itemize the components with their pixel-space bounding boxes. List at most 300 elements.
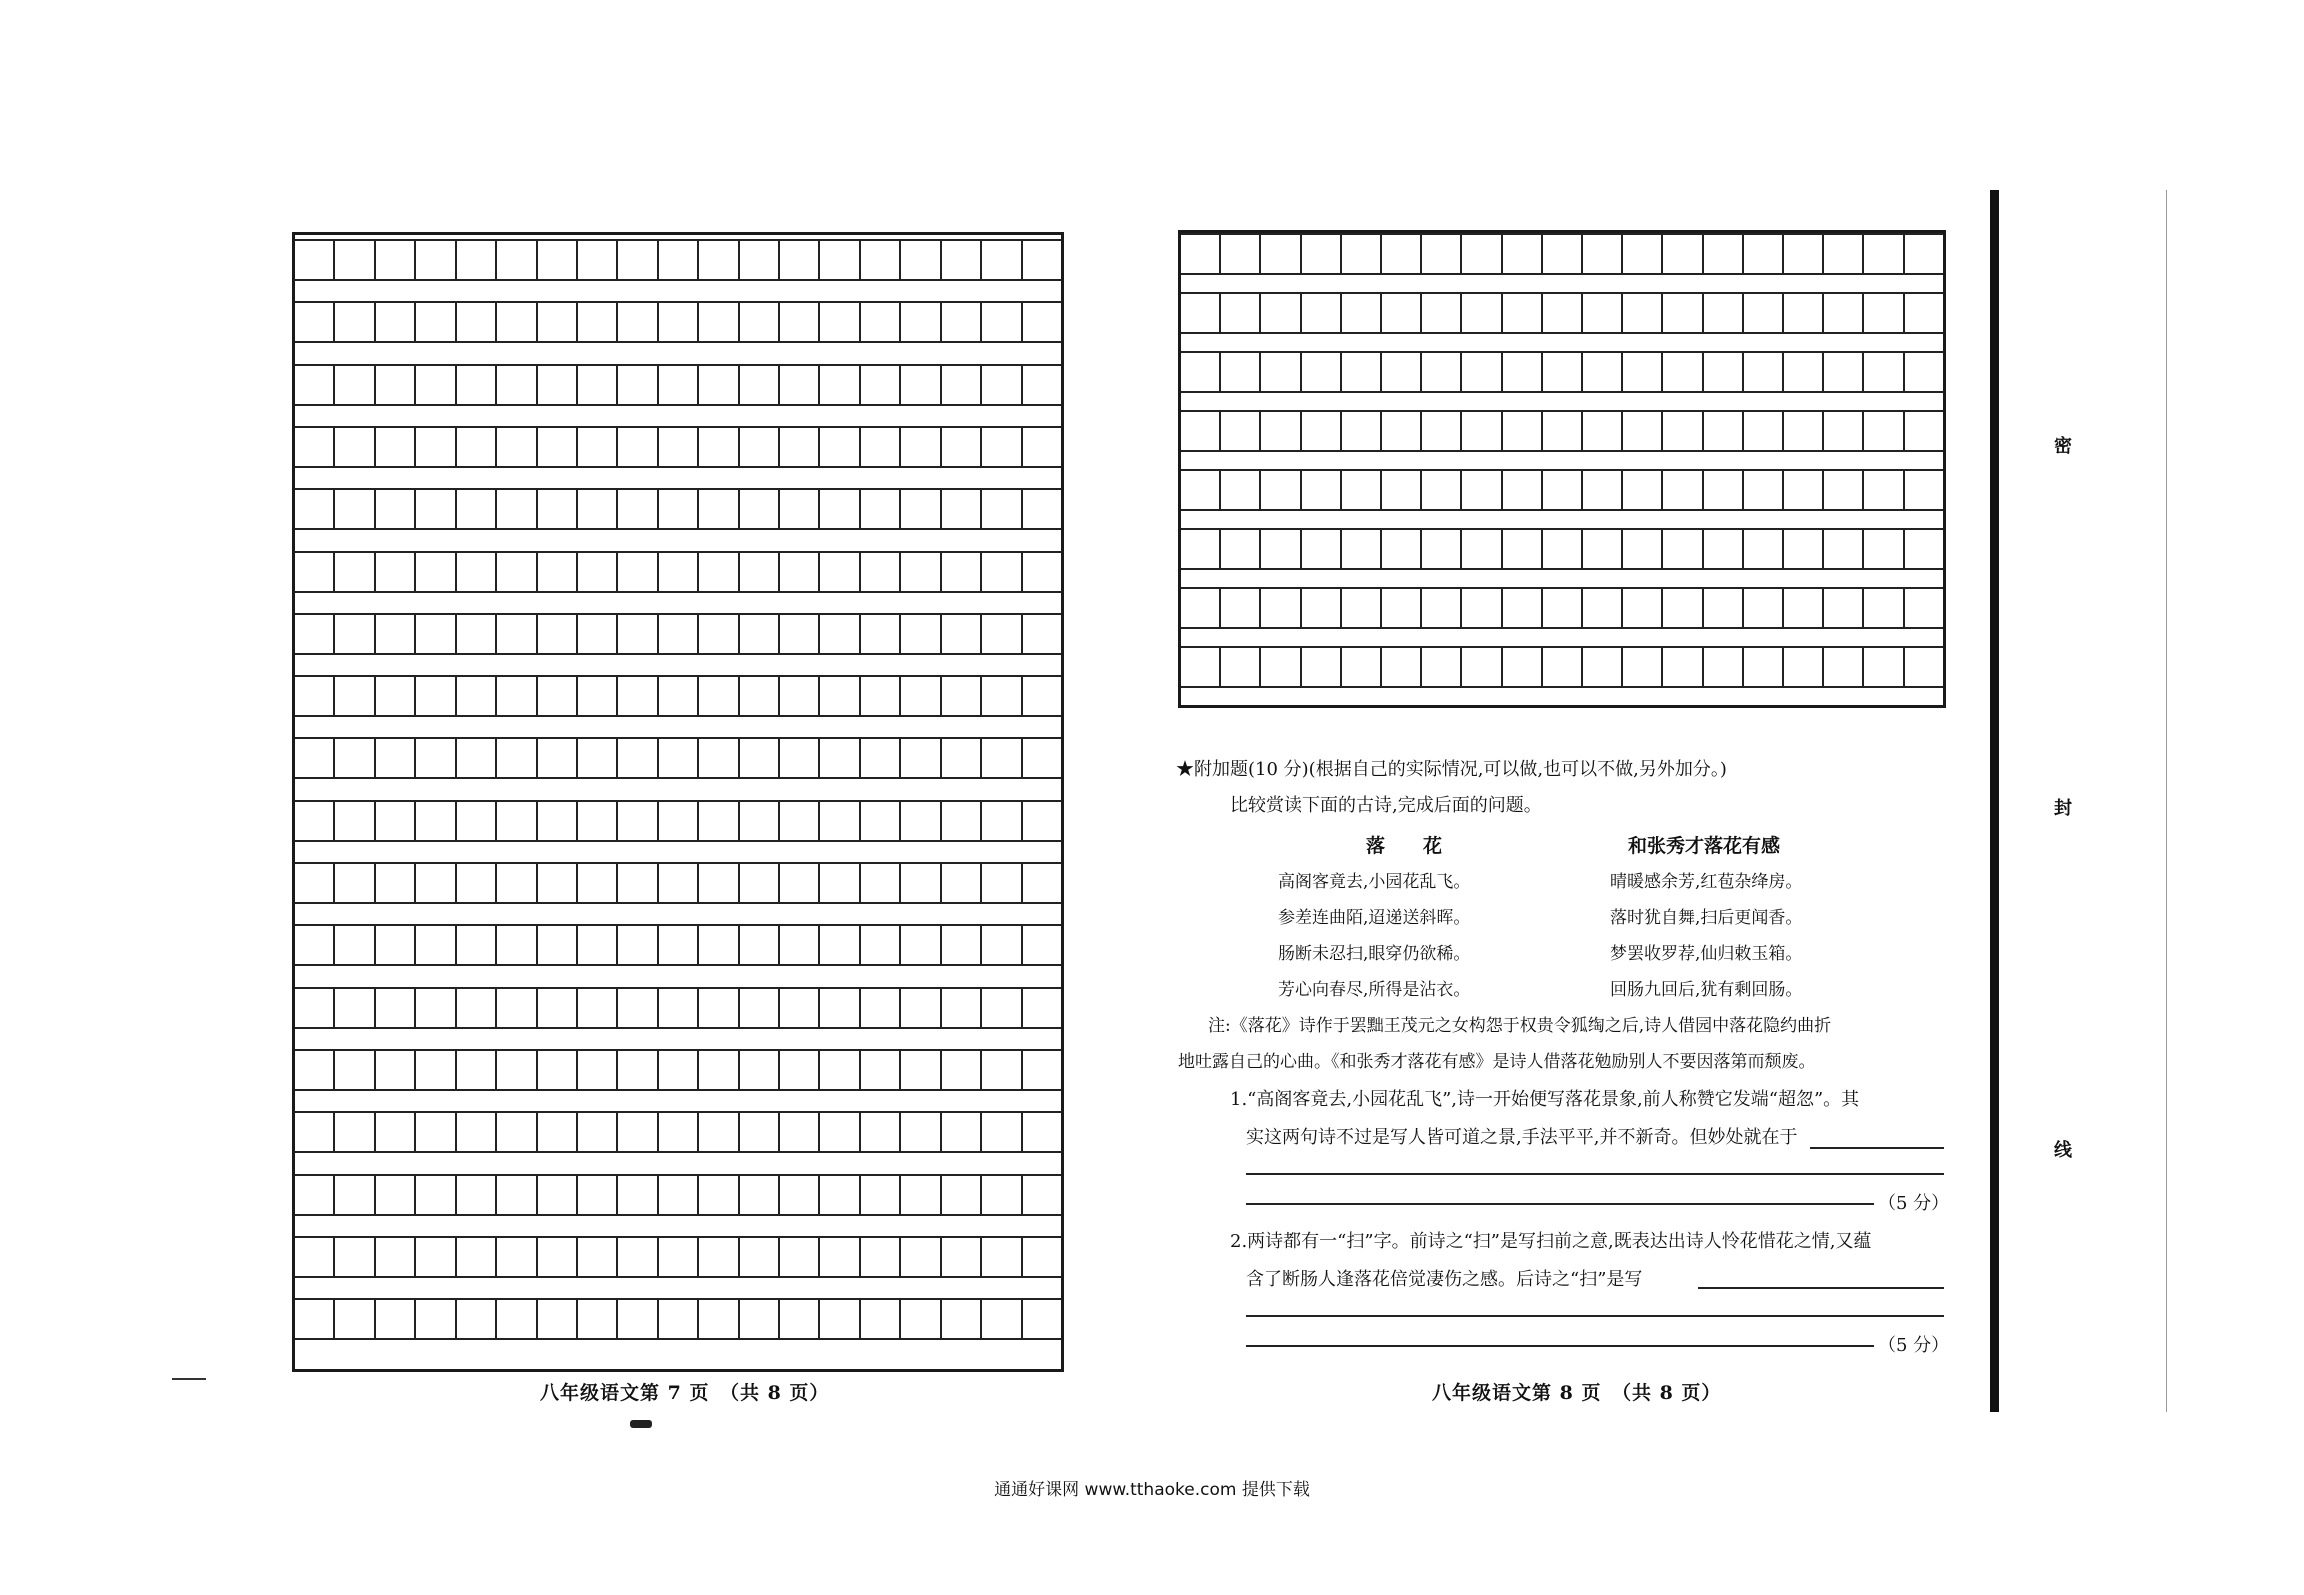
- grid-cell[interactable]: [1661, 530, 1701, 568]
- grid-cell[interactable]: [738, 739, 778, 777]
- grid-cell[interactable]: [536, 428, 576, 466]
- grid-cell[interactable]: [1340, 294, 1380, 332]
- grid-cell[interactable]: [1420, 471, 1460, 509]
- grid-cell[interactable]: [980, 1113, 1020, 1151]
- grid-cell[interactable]: [940, 926, 980, 964]
- grid-cell[interactable]: [1460, 648, 1500, 686]
- grid-cell[interactable]: [374, 739, 414, 777]
- grid-cell[interactable]: [778, 1176, 818, 1214]
- grid-cell[interactable]: [778, 864, 818, 902]
- grid-cell[interactable]: [980, 1051, 1020, 1089]
- grid-cell[interactable]: [374, 1238, 414, 1276]
- grid-cell[interactable]: [738, 553, 778, 591]
- grid-cell[interactable]: [1380, 294, 1420, 332]
- grid-cell[interactable]: [536, 490, 576, 528]
- grid-cell[interactable]: [859, 241, 899, 279]
- grid-cell[interactable]: [414, 553, 454, 591]
- grid-cell[interactable]: [738, 241, 778, 279]
- grid-cell[interactable]: [495, 1238, 535, 1276]
- grid-cell[interactable]: [333, 739, 373, 777]
- grid-cell[interactable]: [899, 615, 939, 653]
- grid-cell[interactable]: [1742, 353, 1782, 391]
- grid-cell[interactable]: [1862, 235, 1902, 273]
- grid-cell[interactable]: [536, 553, 576, 591]
- grid-cell[interactable]: [657, 303, 697, 341]
- grid-cell[interactable]: [1021, 1238, 1061, 1276]
- grid-cell[interactable]: [576, 428, 616, 466]
- grid-cell[interactable]: [1460, 530, 1500, 568]
- grid-cell[interactable]: [1420, 235, 1460, 273]
- grid-cell[interactable]: [859, 1176, 899, 1214]
- grid-cell[interactable]: [1021, 241, 1061, 279]
- grid-cell[interactable]: [1219, 412, 1259, 450]
- grid-cell[interactable]: [414, 241, 454, 279]
- grid-cell[interactable]: [616, 989, 656, 1027]
- grid-cell[interactable]: [899, 553, 939, 591]
- grid-cell[interactable]: [1822, 530, 1862, 568]
- grid-cell[interactable]: [940, 1238, 980, 1276]
- grid-cell[interactable]: [980, 989, 1020, 1027]
- grid-cell[interactable]: [1259, 353, 1299, 391]
- grid-cell[interactable]: [1021, 1176, 1061, 1214]
- grid-cell[interactable]: [1501, 589, 1541, 627]
- grid-cell[interactable]: [1822, 294, 1862, 332]
- grid-cell[interactable]: [414, 1113, 454, 1151]
- grid-cell[interactable]: [616, 428, 656, 466]
- grid-cell[interactable]: [616, 553, 656, 591]
- grid-cell[interactable]: [1021, 490, 1061, 528]
- grid-cell[interactable]: [455, 366, 495, 404]
- grid-cell[interactable]: [1380, 589, 1420, 627]
- grid-cell[interactable]: [1581, 353, 1621, 391]
- grid-cell[interactable]: [536, 864, 576, 902]
- grid-cell[interactable]: [1460, 235, 1500, 273]
- grid-cell[interactable]: [859, 366, 899, 404]
- grid-cell[interactable]: [980, 802, 1020, 840]
- grid-cell[interactable]: [414, 428, 454, 466]
- grid-cell[interactable]: [818, 1051, 858, 1089]
- grid-cell[interactable]: [1862, 530, 1902, 568]
- grid-cell[interactable]: [1300, 235, 1340, 273]
- grid-cell[interactable]: [576, 1176, 616, 1214]
- grid-cell[interactable]: [1862, 471, 1902, 509]
- grid-cell[interactable]: [657, 1238, 697, 1276]
- grid-cell[interactable]: [616, 802, 656, 840]
- grid-cell[interactable]: [616, 1238, 656, 1276]
- grid-cell[interactable]: [1702, 589, 1742, 627]
- grid-cell[interactable]: [1340, 471, 1380, 509]
- grid-cell[interactable]: [576, 989, 616, 1027]
- grid-cell[interactable]: [295, 428, 333, 466]
- grid-cell[interactable]: [738, 490, 778, 528]
- grid-cell[interactable]: [697, 926, 737, 964]
- grid-cell[interactable]: [1702, 648, 1742, 686]
- grid-cell[interactable]: [333, 864, 373, 902]
- grid-cell[interactable]: [455, 1113, 495, 1151]
- grid-cell[interactable]: [1219, 235, 1259, 273]
- grid-cell[interactable]: [455, 1300, 495, 1338]
- grid-cell[interactable]: [859, 303, 899, 341]
- grid-cell[interactable]: [980, 553, 1020, 591]
- grid-cell[interactable]: [980, 677, 1020, 715]
- grid-cell[interactable]: [414, 989, 454, 1027]
- grid-cell[interactable]: [1621, 471, 1661, 509]
- grid-cell[interactable]: [1259, 294, 1299, 332]
- grid-cell[interactable]: [778, 553, 818, 591]
- grid-cell[interactable]: [1501, 530, 1541, 568]
- grid-cell[interactable]: [1300, 353, 1340, 391]
- grid-cell[interactable]: [1903, 648, 1943, 686]
- grid-cell[interactable]: [295, 303, 333, 341]
- grid-cell[interactable]: [495, 864, 535, 902]
- grid-cell[interactable]: [778, 989, 818, 1027]
- grid-cell[interactable]: [980, 739, 1020, 777]
- grid-cell[interactable]: [1300, 294, 1340, 332]
- grid-cell[interactable]: [495, 739, 535, 777]
- grid-cell[interactable]: [455, 490, 495, 528]
- grid-cell[interactable]: [374, 864, 414, 902]
- grid-cell[interactable]: [616, 241, 656, 279]
- grid-cell[interactable]: [738, 802, 778, 840]
- grid-cell[interactable]: [1181, 412, 1219, 450]
- grid-cell[interactable]: [818, 864, 858, 902]
- q1-answer-line[interactable]: [1246, 1203, 1874, 1205]
- grid-cell[interactable]: [616, 490, 656, 528]
- grid-cell[interactable]: [697, 553, 737, 591]
- grid-cell[interactable]: [333, 366, 373, 404]
- grid-cell[interactable]: [657, 241, 697, 279]
- grid-cell[interactable]: [859, 553, 899, 591]
- grid-cell[interactable]: [738, 989, 778, 1027]
- grid-cell[interactable]: [616, 303, 656, 341]
- grid-cell[interactable]: [455, 428, 495, 466]
- grid-cell[interactable]: [1782, 589, 1822, 627]
- grid-cell[interactable]: [940, 864, 980, 902]
- grid-cell[interactable]: [1219, 294, 1259, 332]
- grid-cell[interactable]: [536, 926, 576, 964]
- grid-cell[interactable]: [657, 864, 697, 902]
- grid-cell[interactable]: [333, 1113, 373, 1151]
- grid-cell[interactable]: [1661, 648, 1701, 686]
- grid-cell[interactable]: [940, 1051, 980, 1089]
- grid-cell[interactable]: [1340, 648, 1380, 686]
- grid-cell[interactable]: [980, 1300, 1020, 1338]
- grid-cell[interactable]: [1581, 530, 1621, 568]
- grid-cell[interactable]: [940, 366, 980, 404]
- grid-cell[interactable]: [1259, 648, 1299, 686]
- grid-cell[interactable]: [1541, 589, 1581, 627]
- grid-cell[interactable]: [1340, 412, 1380, 450]
- grid-cell[interactable]: [940, 490, 980, 528]
- grid-cell[interactable]: [697, 1176, 737, 1214]
- grid-cell[interactable]: [940, 989, 980, 1027]
- grid-cell[interactable]: [657, 366, 697, 404]
- grid-cell[interactable]: [414, 802, 454, 840]
- grid-cell[interactable]: [1822, 235, 1862, 273]
- grid-cell[interactable]: [295, 490, 333, 528]
- grid-cell[interactable]: [333, 989, 373, 1027]
- grid-cell[interactable]: [899, 1300, 939, 1338]
- grid-cell[interactable]: [374, 615, 414, 653]
- grid-cell[interactable]: [333, 802, 373, 840]
- grid-cell[interactable]: [374, 1113, 414, 1151]
- grid-cell[interactable]: [1420, 648, 1460, 686]
- grid-cell[interactable]: [899, 366, 939, 404]
- grid-cell[interactable]: [1259, 589, 1299, 627]
- grid-cell[interactable]: [1420, 589, 1460, 627]
- grid-cell[interactable]: [1702, 412, 1742, 450]
- grid-cell[interactable]: [295, 1051, 333, 1089]
- grid-cell[interactable]: [1501, 294, 1541, 332]
- grid-cell[interactable]: [414, 303, 454, 341]
- grid-cell[interactable]: [576, 1300, 616, 1338]
- grid-cell[interactable]: [495, 926, 535, 964]
- grid-cell[interactable]: [697, 1051, 737, 1089]
- grid-cell[interactable]: [576, 241, 616, 279]
- grid-cell[interactable]: [1340, 235, 1380, 273]
- grid-cell[interactable]: [657, 677, 697, 715]
- grid-cell[interactable]: [899, 802, 939, 840]
- grid-cell[interactable]: [1259, 412, 1299, 450]
- grid-cell[interactable]: [1661, 471, 1701, 509]
- grid-cell[interactable]: [576, 1113, 616, 1151]
- grid-cell[interactable]: [576, 739, 616, 777]
- grid-cell[interactable]: [414, 864, 454, 902]
- grid-cell[interactable]: [1903, 530, 1943, 568]
- grid-cell[interactable]: [1460, 589, 1500, 627]
- grid-cell[interactable]: [1702, 471, 1742, 509]
- grid-cell[interactable]: [1621, 648, 1661, 686]
- grid-cell[interactable]: [1822, 471, 1862, 509]
- grid-cell[interactable]: [738, 1051, 778, 1089]
- grid-cell[interactable]: [697, 241, 737, 279]
- grid-cell[interactable]: [980, 366, 1020, 404]
- grid-cell[interactable]: [1300, 589, 1340, 627]
- grid-cell[interactable]: [899, 490, 939, 528]
- grid-cell[interactable]: [495, 366, 535, 404]
- grid-cell[interactable]: [414, 490, 454, 528]
- grid-cell[interactable]: [1420, 353, 1460, 391]
- grid-cell[interactable]: [455, 926, 495, 964]
- grid-cell[interactable]: [1862, 589, 1902, 627]
- grid-cell[interactable]: [536, 1176, 576, 1214]
- grid-cell[interactable]: [657, 989, 697, 1027]
- grid-cell[interactable]: [738, 615, 778, 653]
- q2-answer-line[interactable]: [1698, 1287, 1944, 1289]
- grid-cell[interactable]: [1380, 648, 1420, 686]
- grid-cell[interactable]: [1661, 294, 1701, 332]
- grid-cell[interactable]: [778, 366, 818, 404]
- grid-cell[interactable]: [1181, 648, 1219, 686]
- grid-cell[interactable]: [1259, 235, 1299, 273]
- grid-cell[interactable]: [657, 1113, 697, 1151]
- grid-cell[interactable]: [1259, 530, 1299, 568]
- grid-cell[interactable]: [1541, 530, 1581, 568]
- grid-cell[interactable]: [1581, 235, 1621, 273]
- grid-cell[interactable]: [455, 677, 495, 715]
- grid-cell[interactable]: [818, 553, 858, 591]
- grid-cell[interactable]: [1742, 412, 1782, 450]
- grid-cell[interactable]: [940, 303, 980, 341]
- grid-cell[interactable]: [697, 428, 737, 466]
- grid-cell[interactable]: [295, 864, 333, 902]
- grid-cell[interactable]: [495, 1176, 535, 1214]
- grid-cell[interactable]: [576, 615, 616, 653]
- grid-cell[interactable]: [455, 553, 495, 591]
- grid-cell[interactable]: [1541, 471, 1581, 509]
- grid-cell[interactable]: [1903, 353, 1943, 391]
- grid-cell[interactable]: [940, 739, 980, 777]
- grid-cell[interactable]: [1460, 353, 1500, 391]
- grid-cell[interactable]: [859, 1238, 899, 1276]
- grid-cell[interactable]: [1862, 353, 1902, 391]
- grid-cell[interactable]: [899, 241, 939, 279]
- grid-cell[interactable]: [495, 490, 535, 528]
- grid-cell[interactable]: [980, 615, 1020, 653]
- grid-cell[interactable]: [899, 989, 939, 1027]
- grid-cell[interactable]: [374, 303, 414, 341]
- grid-cell[interactable]: [1501, 353, 1541, 391]
- grid-cell[interactable]: [657, 490, 697, 528]
- grid-cell[interactable]: [536, 1113, 576, 1151]
- grid-cell[interactable]: [980, 1238, 1020, 1276]
- grid-cell[interactable]: [536, 677, 576, 715]
- grid-cell[interactable]: [536, 1051, 576, 1089]
- grid-cell[interactable]: [333, 428, 373, 466]
- grid-cell[interactable]: [899, 303, 939, 341]
- grid-cell[interactable]: [980, 926, 1020, 964]
- grid-cell[interactable]: [899, 926, 939, 964]
- grid-cell[interactable]: [940, 802, 980, 840]
- grid-cell[interactable]: [778, 615, 818, 653]
- grid-cell[interactable]: [697, 1300, 737, 1338]
- grid-cell[interactable]: [576, 303, 616, 341]
- grid-cell[interactable]: [738, 1113, 778, 1151]
- grid-cell[interactable]: [657, 739, 697, 777]
- grid-cell[interactable]: [778, 490, 818, 528]
- grid-cell[interactable]: [414, 1176, 454, 1214]
- grid-cell[interactable]: [455, 989, 495, 1027]
- grid-cell[interactable]: [1021, 926, 1061, 964]
- grid-cell[interactable]: [495, 1113, 535, 1151]
- grid-cell[interactable]: [374, 802, 414, 840]
- grid-cell[interactable]: [1021, 428, 1061, 466]
- grid-cell[interactable]: [616, 1300, 656, 1338]
- grid-cell[interactable]: [536, 989, 576, 1027]
- grid-cell[interactable]: [1702, 294, 1742, 332]
- grid-cell[interactable]: [697, 677, 737, 715]
- grid-cell[interactable]: [1822, 589, 1862, 627]
- grid-cell[interactable]: [1822, 412, 1862, 450]
- grid-cell[interactable]: [1021, 615, 1061, 653]
- grid-cell[interactable]: [778, 303, 818, 341]
- grid-cell[interactable]: [455, 1051, 495, 1089]
- grid-cell[interactable]: [1621, 589, 1661, 627]
- grid-cell[interactable]: [1021, 864, 1061, 902]
- grid-cell[interactable]: [1862, 648, 1902, 686]
- grid-cell[interactable]: [980, 303, 1020, 341]
- grid-cell[interactable]: [859, 428, 899, 466]
- grid-cell[interactable]: [616, 1051, 656, 1089]
- grid-cell[interactable]: [576, 1051, 616, 1089]
- grid-cell[interactable]: [1862, 294, 1902, 332]
- grid-cell[interactable]: [899, 428, 939, 466]
- grid-cell[interactable]: [1219, 471, 1259, 509]
- grid-cell[interactable]: [1219, 353, 1259, 391]
- grid-cell[interactable]: [1380, 412, 1420, 450]
- grid-cell[interactable]: [859, 490, 899, 528]
- grid-cell[interactable]: [455, 739, 495, 777]
- grid-cell[interactable]: [295, 1300, 333, 1338]
- grid-cell[interactable]: [1541, 353, 1581, 391]
- grid-cell[interactable]: [495, 553, 535, 591]
- q1-answer-line[interactable]: [1246, 1173, 1944, 1175]
- grid-cell[interactable]: [1181, 471, 1219, 509]
- grid-cell[interactable]: [1702, 353, 1742, 391]
- grid-cell[interactable]: [1661, 589, 1701, 627]
- grid-cell[interactable]: [536, 303, 576, 341]
- grid-cell[interactable]: [1782, 353, 1822, 391]
- grid-cell[interactable]: [333, 615, 373, 653]
- grid-cell[interactable]: [455, 241, 495, 279]
- grid-cell[interactable]: [738, 1176, 778, 1214]
- grid-cell[interactable]: [414, 1238, 454, 1276]
- grid-cell[interactable]: [778, 739, 818, 777]
- grid-cell[interactable]: [616, 1113, 656, 1151]
- grid-cell[interactable]: [1021, 677, 1061, 715]
- grid-cell[interactable]: [616, 926, 656, 964]
- grid-cell[interactable]: [859, 1300, 899, 1338]
- grid-cell[interactable]: [1181, 235, 1219, 273]
- grid-cell[interactable]: [616, 864, 656, 902]
- grid-cell[interactable]: [1021, 553, 1061, 591]
- grid-cell[interactable]: [1219, 530, 1259, 568]
- grid-cell[interactable]: [414, 926, 454, 964]
- grid-cell[interactable]: [1219, 589, 1259, 627]
- grid-cell[interactable]: [1822, 353, 1862, 391]
- grid-cell[interactable]: [576, 1238, 616, 1276]
- grid-cell[interactable]: [657, 926, 697, 964]
- grid-cell[interactable]: [899, 1113, 939, 1151]
- grid-cell[interactable]: [374, 428, 414, 466]
- grid-cell[interactable]: [657, 615, 697, 653]
- grid-cell[interactable]: [1903, 412, 1943, 450]
- grid-cell[interactable]: [455, 1238, 495, 1276]
- grid-cell[interactable]: [455, 303, 495, 341]
- grid-cell[interactable]: [697, 303, 737, 341]
- grid-cell[interactable]: [697, 864, 737, 902]
- grid-cell[interactable]: [899, 677, 939, 715]
- grid-cell[interactable]: [295, 989, 333, 1027]
- grid-cell[interactable]: [1621, 353, 1661, 391]
- grid-cell[interactable]: [414, 739, 454, 777]
- grid-cell[interactable]: [940, 428, 980, 466]
- grid-cell[interactable]: [1340, 353, 1380, 391]
- grid-cell[interactable]: [1380, 471, 1420, 509]
- grid-cell[interactable]: [778, 1113, 818, 1151]
- grid-cell[interactable]: [697, 739, 737, 777]
- grid-cell[interactable]: [616, 1176, 656, 1214]
- grid-cell[interactable]: [536, 802, 576, 840]
- grid-cell[interactable]: [859, 739, 899, 777]
- grid-cell[interactable]: [333, 1176, 373, 1214]
- grid-cell[interactable]: [414, 1051, 454, 1089]
- grid-cell[interactable]: [536, 1300, 576, 1338]
- grid-cell[interactable]: [1501, 235, 1541, 273]
- grid-cell[interactable]: [1259, 471, 1299, 509]
- grid-cell[interactable]: [374, 241, 414, 279]
- grid-cell[interactable]: [374, 1300, 414, 1338]
